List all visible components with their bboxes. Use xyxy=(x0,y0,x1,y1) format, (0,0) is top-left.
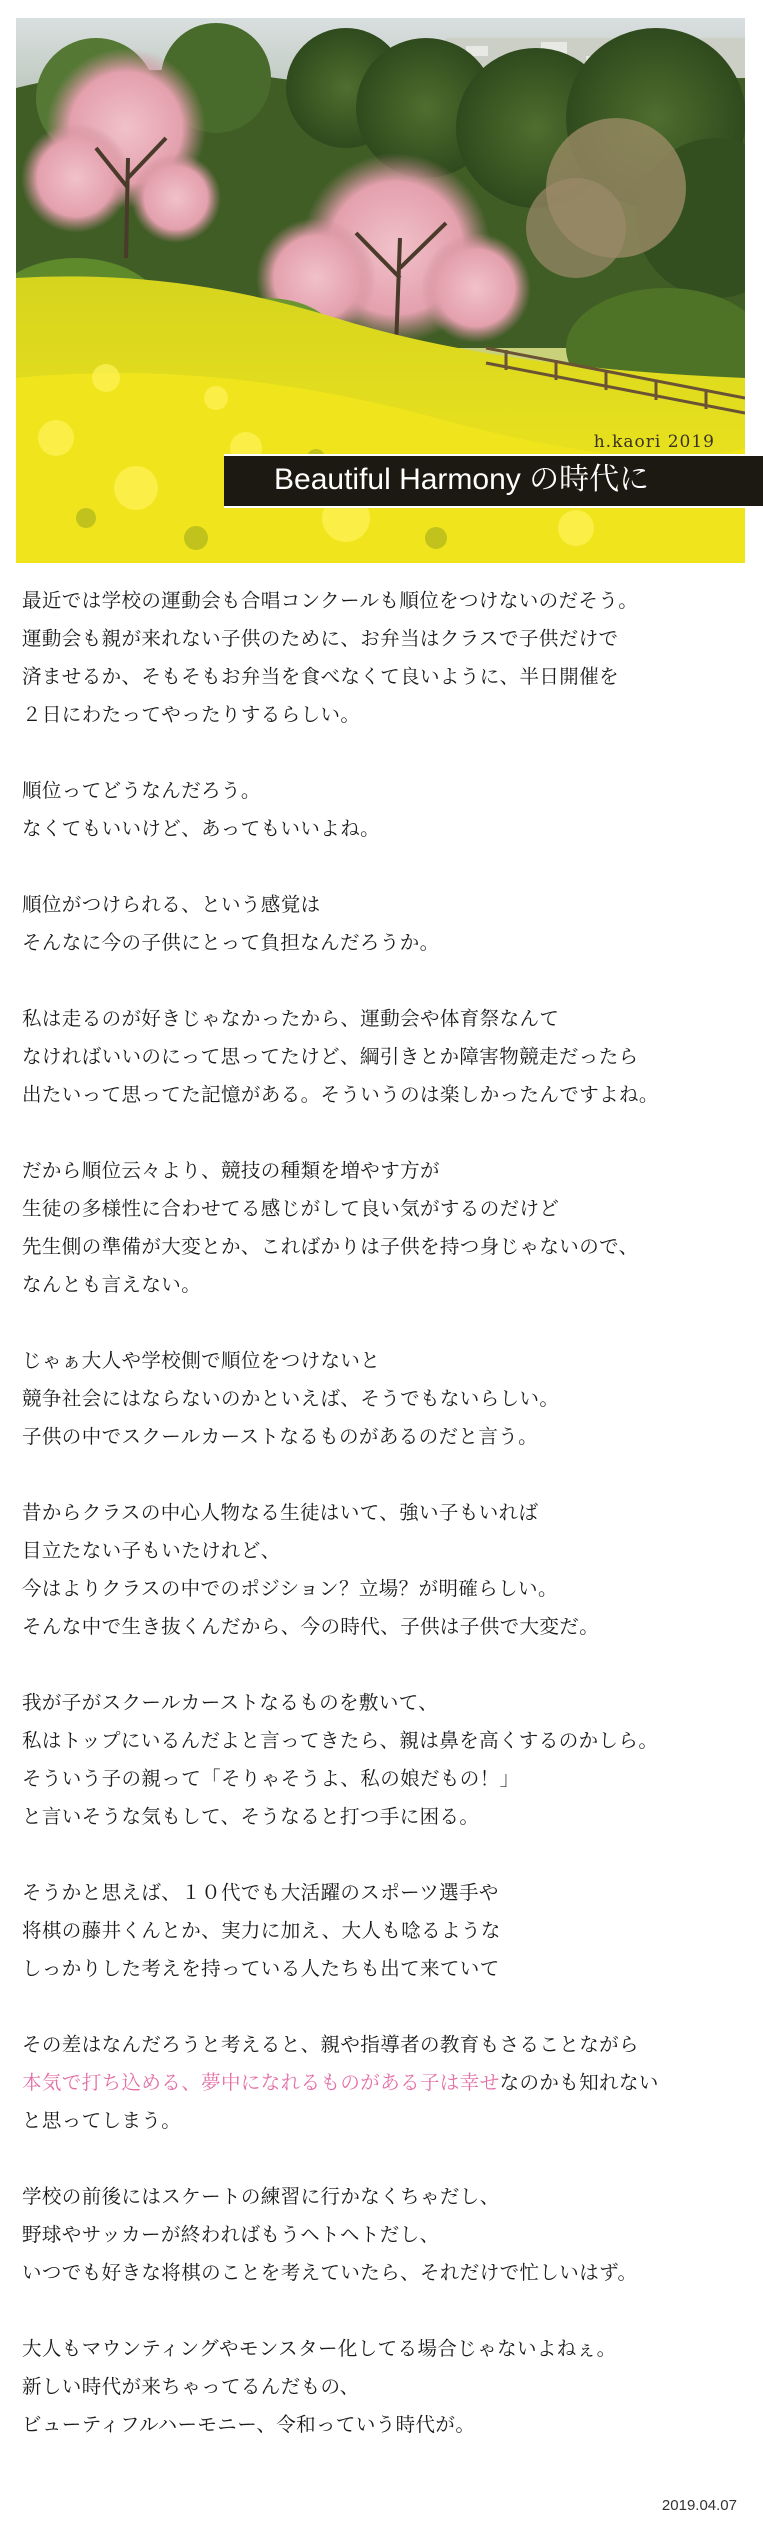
paragraph xyxy=(22,1342,742,1456)
text-line: 最近では学校の運動会も合唱コンクールも順位をつけないのだそう。 xyxy=(22,589,639,612)
paragraph xyxy=(22,1000,742,1114)
text-line: と言いそうな気もして、そうなると打つ手に困る。 xyxy=(22,1805,480,1828)
paragraph xyxy=(22,772,742,848)
text-line: いつでも好きな将棋のことを考えていたら、それだけで忙しいはず。 xyxy=(22,2261,638,2284)
paragraph xyxy=(22,1152,742,1304)
text-line: そんな中で生き抜くんだから、今の時代、子供は子供で大変だ。 xyxy=(22,1615,600,1638)
text-line: なくてもいいけど、あってもいいよね。 xyxy=(22,817,381,840)
article-title: Beautiful Harmony の時代に xyxy=(274,463,650,496)
text-line: 今はよりクラスの中でのポジション？立場？が明確らしい。 xyxy=(22,1577,558,1600)
title-band xyxy=(224,454,763,508)
text-line: 子供の中でスクールカーストなるものがあるのだと言う。 xyxy=(22,1425,539,1448)
text-line: 大人もマウンティングやモンスター化してる場合じゃないよねぇ。 xyxy=(22,2337,617,2360)
paragraph xyxy=(22,2178,742,2292)
text-line: 目立たない子もいたけれど、 xyxy=(22,1539,281,1562)
photo-signature: h.kaori 2019 xyxy=(593,432,715,452)
text-line: 野球やサッカーが終わればもうヘトヘトだし、 xyxy=(22,2223,440,2246)
text-line: 出たいって思ってた記憶がある。そういうのは楽しかったんですよね。 xyxy=(22,1083,659,1106)
text-line: 順位がつけられる、という感覚は xyxy=(22,893,321,916)
text-line: ビューティフルハーモニー、令和っていう時代が。 xyxy=(22,2413,476,2436)
text-line: 昔からクラスの中心人物なる生徒はいて、強い子もいれば xyxy=(22,1501,539,1524)
text-line: 新しい時代が来ちゃってるんだもの、 xyxy=(22,2375,360,2398)
text-line: そうかと思えば、１０代でも大活躍のスポーツ選手や xyxy=(22,1881,499,1904)
text-line: 済ませるか、そもそもお弁当を食べなくて良いように、半日開催を xyxy=(22,665,620,688)
text-line: 将棋の藤井くんとか、実力に加え、大人も唸るような xyxy=(22,1919,501,1942)
paragraph xyxy=(22,1684,742,1836)
text-line xyxy=(22,2064,742,2102)
text-line: 我が子がスクールカーストなるものを敷いて、 xyxy=(22,1691,439,1714)
paragraph xyxy=(22,582,742,734)
text-line: しっかりした考えを持っている人たちも出て来ていて xyxy=(22,1957,500,1980)
text-line: なければいいのにって思ってたけど、綱引きとか障害物競走だったら xyxy=(22,1045,639,1068)
paragraph xyxy=(22,1874,742,1988)
text-line: だから順位云々より、競技の種類を増やす方が xyxy=(22,1159,440,1182)
text-line: 先生側の準備が大変とか、こればかりは子供を持つ身じゃないので、 xyxy=(22,1235,639,1258)
text-line: そんなに今の子供にとって負担なんだろうか。 xyxy=(22,931,440,954)
paragraph xyxy=(22,1494,742,1646)
paragraph xyxy=(22,886,742,962)
text-line: 私は走るのが好きじゃなかったから、運動会や体育祭なんて xyxy=(22,1007,560,1030)
text-fragment: なのかも知れない xyxy=(499,2071,659,2094)
text-line: 私はトップにいるんだよと言ってきたら、親は鼻を高くするのかしら。 xyxy=(22,1729,659,1752)
text-line: 運動会も親が来れない子供のために、お弁当はクラスで子供だけで xyxy=(22,627,619,650)
text-line: 順位ってどうなんだろう。 xyxy=(22,779,261,802)
text-line: 生徒の多様性に合わせてる感じがして良い気がするのだけど xyxy=(22,1197,560,1220)
text-line: その差はなんだろうと考えると、親や指導者の教育もさることながら xyxy=(22,2033,639,2056)
article-body xyxy=(22,582,742,2482)
text-line: じゃぁ大人や学校側で順位をつけないと xyxy=(22,1349,381,1372)
text-line: 学校の前後にはスケートの練習に行かなくちゃだし、 xyxy=(22,2185,500,2208)
text-line: 競争社会にはならないのかといえば、そうでもないらしい。 xyxy=(22,1387,560,1410)
text-line: ２日にわたってやったりするらしい。 xyxy=(22,703,361,726)
paragraph xyxy=(22,2330,742,2444)
text-line: と思ってしまう。 xyxy=(22,2109,182,2132)
post-date: 2019.04.07 xyxy=(661,2497,737,2514)
text-line: そういう子の親って「そりゃそうよ、私の娘だもの！」 xyxy=(22,1767,520,1790)
highlighted-phrase: 本気で打ち込める、夢中になれるものがある子は幸せ xyxy=(22,2071,500,2094)
paragraph-highlight xyxy=(22,2026,742,2140)
text-line: なんとも言えない。 xyxy=(22,1273,202,1296)
